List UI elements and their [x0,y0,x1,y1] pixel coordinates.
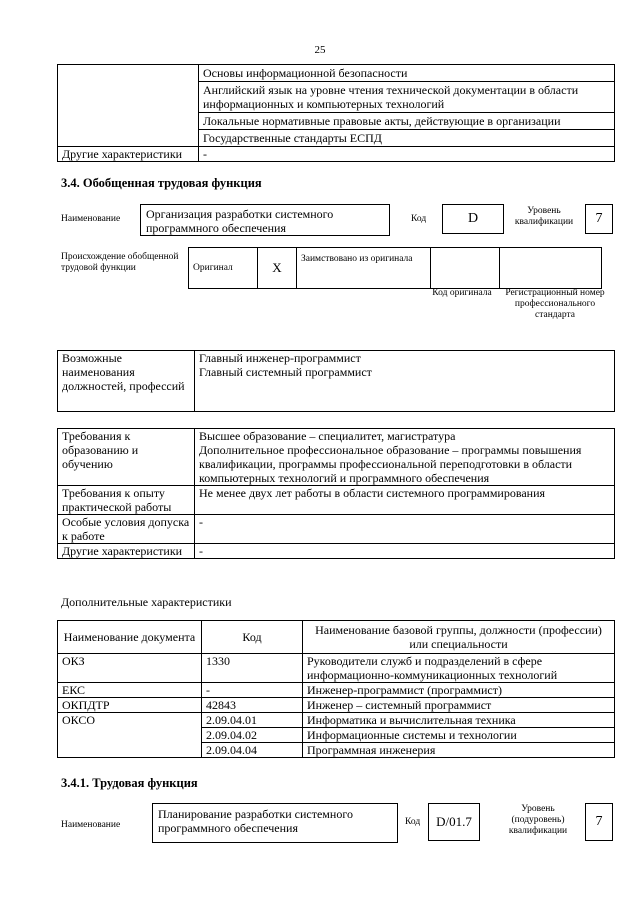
code-cell: 42843 [202,698,303,713]
other-label: Другие характеристики [58,544,195,559]
reg-number-cell [500,248,602,289]
other-characteristics-label: Другие характеристики [58,147,199,162]
code-cell: 2.09.04.04 [202,743,303,758]
position-item: Главный инженер-программист [199,351,361,365]
experience-value: Не менее двух лет работы в области системного программирования [195,486,615,515]
positions-table [57,350,615,412]
doc-cell: ОКСО [58,713,202,758]
sub-level-label: Уровень (подуровень) квалификации [508,804,568,836]
name-cell: Информатика и вычислительная техника [303,713,615,728]
original-label: Оригинал [189,248,258,289]
positions-label: Возможные наименования должностей, профессий [58,351,195,412]
name-cell: Руководители служб и подразделений в сфере информационно-коммуникационных технологий [303,654,615,683]
origin-table [188,247,602,289]
doc-cell: ОКЗ [58,654,202,683]
header-code: Код [202,621,303,654]
original-mark: X [258,248,297,289]
subsection-title: 3.4.1. Трудовая функция [61,776,198,790]
other-value: - [195,544,615,559]
education-value: Высшее образование – специалитет, магистратура Дополнительное профессиональное образование – программы повышения квалификации, программы профессиональной переподготовки в области компьютерных технологий и программного обеспечения [195,429,615,486]
additional-table [57,620,615,758]
borrowed-label: Заимствовано из оригинала [297,248,431,289]
positions-values [195,351,615,412]
code-box: D [442,204,504,234]
knowledge-label-cell [58,65,199,147]
conditions-label: Особые условия допуска к работе [58,515,195,544]
doc-cell: ЕКС [58,683,202,698]
code-cell: 2.09.04.02 [202,728,303,743]
education-label: Требования к образованию и обучению [58,429,195,486]
sub-name-label: Наименование [61,820,121,830]
knowledge-table [57,64,615,162]
name-label: Наименование [61,214,121,224]
code-original-label: Код оригинала [432,288,492,298]
section-title: 3.4. Обобщенная трудовая функция [61,176,262,190]
code-label: Код [411,214,427,224]
level-label: Уровень квалификации [514,206,574,227]
code-cell: - [202,683,303,698]
page-number: 25 [314,44,326,56]
header-name: Наименование базовой группы, должности (профессии) или специальности [303,621,615,654]
knowledge-item: Основы информационной безопасности [199,65,615,82]
other-characteristics-value: - [199,147,615,162]
reg-number-label: Регистрационный номер профессионального стандарта [505,288,605,320]
position-item: Главный системный программист [199,365,372,379]
name-cell: Инженер-программист (программист) [303,683,615,698]
code-cell: 2.09.04.01 [202,713,303,728]
name-cell: Информационные системы и технологии [303,728,615,743]
level-box: 7 [585,204,613,234]
code-original-cell [431,248,500,289]
doc-cell: ОКПДТР [58,698,202,713]
sub-function-name-box: Планирование разработки системного программного обеспечения [152,803,398,843]
origin-label: Происхождение обобщенной трудовой функции [61,252,179,273]
function-name-box: Организация разработки системного программного обеспечения [140,204,390,236]
sub-level-box: 7 [585,803,613,841]
additional-title: Дополнительные характеристики [61,595,232,609]
header-document: Наименование документа [58,621,202,654]
sub-code-box: D/01.7 [428,803,480,841]
name-cell: Инженер – системный программист [303,698,615,713]
knowledge-item: Локальные нормативные правовые акты, действующие в организации [199,113,615,130]
code-cell: 1330 [202,654,303,683]
experience-label: Требования к опыту практической работы [58,486,195,515]
requirements-table [57,428,615,559]
name-cell: Программная инженерия [303,743,615,758]
knowledge-item: Английский язык на уровне чтения технической документации в области информационных и компьютерных технологий [199,82,615,113]
conditions-value: - [195,515,615,544]
knowledge-item: Государственные стандарты ЕСПД [199,130,615,147]
sub-code-label: Код [405,817,421,827]
